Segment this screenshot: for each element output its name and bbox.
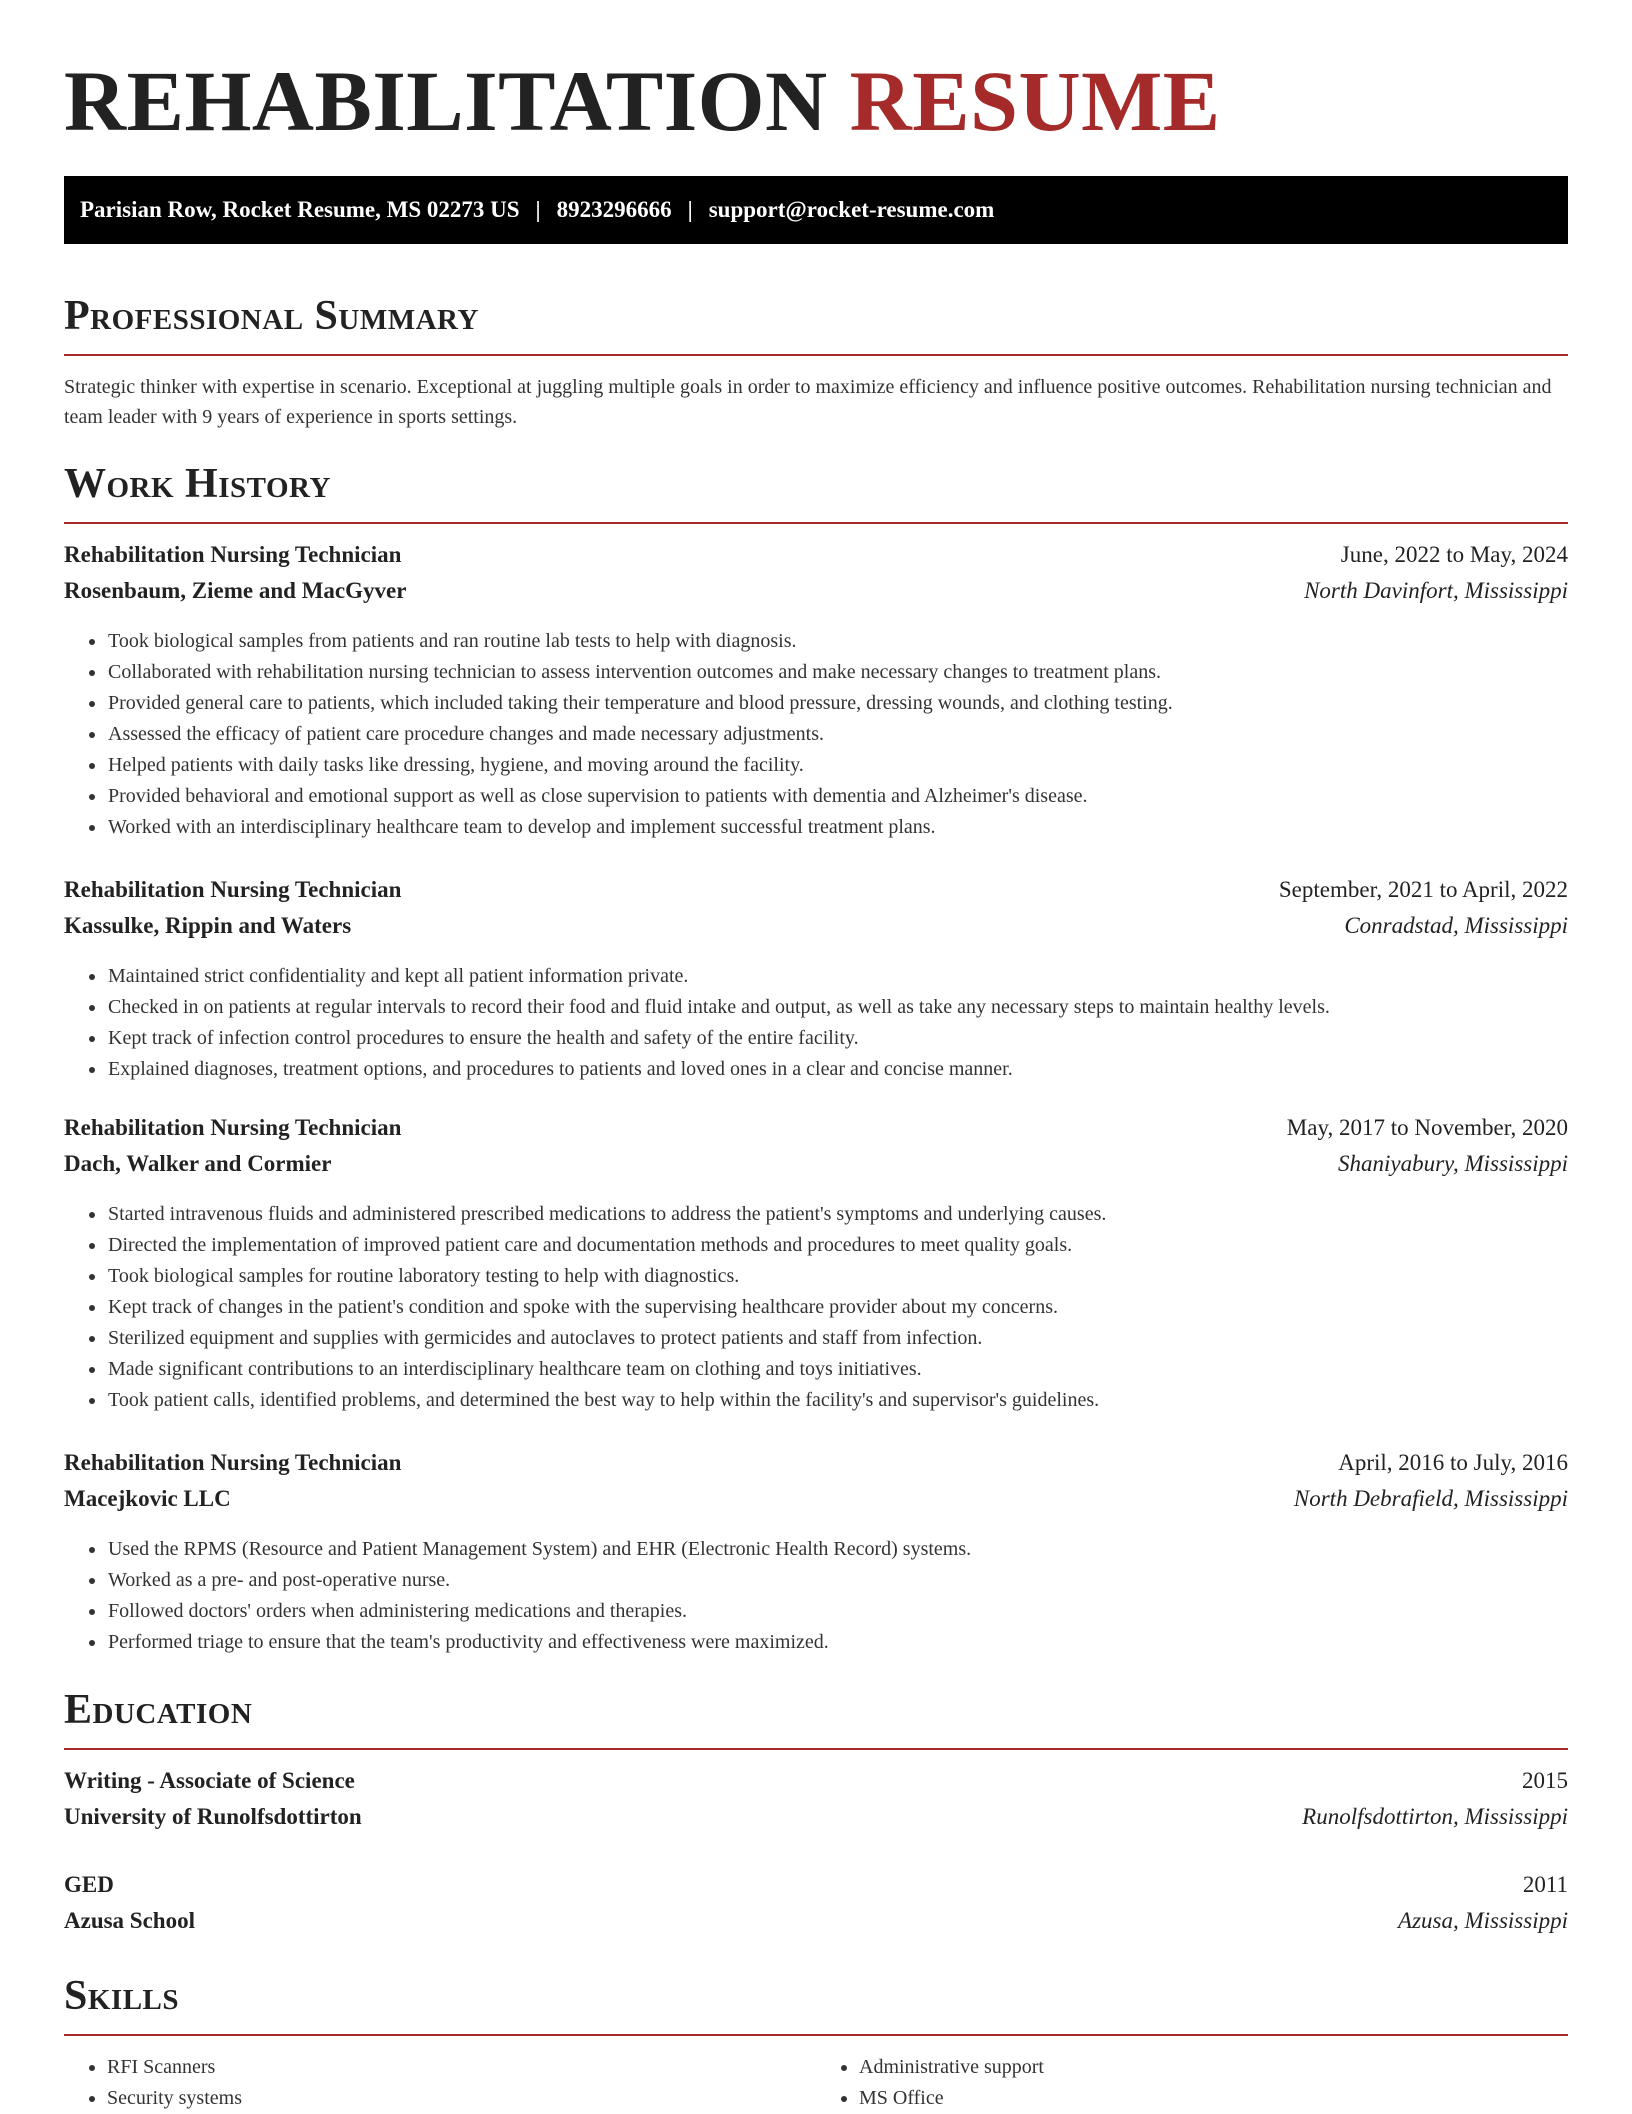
section-heading-summary: Professional Summary bbox=[64, 293, 479, 339]
education-school: University of Runolfsdottirton bbox=[64, 1804, 362, 1829]
section-heading-skills: Skills bbox=[64, 1973, 180, 2019]
education-entry bbox=[64, 1768, 1568, 1840]
job-bullet: • Kept track of changes in the patient's condition and spoke with the supervising healthcare provider about my concerns. bbox=[107, 1292, 1568, 1323]
job-location: Shaniyabury, Mississippi bbox=[1337, 1151, 1568, 1176]
contact-separator: | bbox=[535, 197, 541, 222]
job-bullet: • Explained diagnoses, treatment options, and procedures to patients and loved ones in a clear and concise manner. bbox=[107, 1054, 1568, 1085]
job-bullet: • Checked in on patients at regular intervals to record their food and fluid intake and output, as well as take any necessary steps to maintain healthy levels. bbox=[107, 992, 1568, 1023]
contact-separator: | bbox=[687, 197, 693, 222]
contact-address: Parisian Row, Rocket Resume, MS 02273 US bbox=[80, 197, 520, 222]
job-dates: September, 2021 to April, 2022 bbox=[1278, 877, 1568, 902]
skills-list bbox=[64, 2052, 1568, 2114]
job-bullet: • Worked with an interdisciplinary healthcare team to develop and implement successful treatment plans. bbox=[107, 812, 1568, 843]
skill-item: • MS Office bbox=[859, 2083, 1568, 2114]
job-bullet: • Assessed the efficacy of patient care procedure changes and made necessary adjustments. bbox=[107, 719, 1568, 750]
section-divider bbox=[64, 354, 1568, 356]
education-location: Runolfsdottirton, Mississippi bbox=[1302, 1804, 1568, 1829]
education-entry bbox=[64, 1872, 1568, 1944]
education-degree: GED bbox=[64, 1872, 114, 1897]
education-degree: Writing - Associate of Science bbox=[64, 1768, 355, 1793]
section-heading-work-history: Work History bbox=[64, 461, 331, 507]
job-bullet: • Provided general care to patients, which included taking their temperature and blood pressure, dressing wounds, and clothing testing. bbox=[107, 688, 1568, 719]
job-dates: April, 2016 to July, 2016 bbox=[1338, 1450, 1568, 1475]
education-section bbox=[64, 1684, 1568, 1944]
job-bullet: • Provided behavioral and emotional support as well as close supervision to patients with dementia and Alzheimer's disease. bbox=[107, 781, 1568, 812]
job-bullets bbox=[64, 961, 1568, 1085]
summary-section bbox=[64, 290, 1568, 432]
title-main: REHABILITATION bbox=[64, 53, 828, 149]
job-title: Rehabilitation Nursing Technician bbox=[64, 877, 402, 902]
job-company: Macejkovic LLC bbox=[64, 1486, 231, 1511]
education-school: Azusa School bbox=[64, 1908, 195, 1933]
title-accent: RESUME bbox=[849, 53, 1221, 149]
skill-item: • RFI Scanners bbox=[107, 2052, 816, 2083]
contact-email[interactable]: support@rocket-resume.com bbox=[708, 197, 995, 222]
contact-bar bbox=[64, 176, 1568, 244]
education-year: 2011 bbox=[1522, 1872, 1568, 1897]
job-bullets bbox=[64, 626, 1568, 843]
job-bullet: • Took patient calls, identified problems, and determined the best way to help within the facility's and supervisor's guidelines. bbox=[107, 1385, 1568, 1416]
job-title: Rehabilitation Nursing Technician bbox=[64, 542, 402, 567]
job-bullet: • Sterilized equipment and supplies with germicides and autoclaves to protect patients and staff from infection. bbox=[107, 1323, 1568, 1354]
job-entry bbox=[64, 877, 1568, 1085]
resume-title bbox=[64, 0, 1568, 149]
education-location: Azusa, Mississippi bbox=[1398, 1908, 1568, 1933]
job-bullet: • Helped patients with daily tasks like dressing, hygiene, and moving around the facility. bbox=[107, 750, 1568, 781]
job-bullet: • Made significant contributions to an interdisciplinary healthcare team on clothing and toys initiatives. bbox=[107, 1354, 1568, 1385]
job-bullet: • Worked as a pre- and post-operative nurse. bbox=[107, 1565, 1568, 1596]
job-entry bbox=[64, 1115, 1568, 1416]
skills-column-right bbox=[816, 2052, 1568, 2114]
job-bullet: • Followed doctors' orders when administering medications and therapies. bbox=[107, 1596, 1568, 1627]
job-bullets bbox=[64, 1199, 1568, 1416]
skill-item: • Administrative support bbox=[859, 2052, 1568, 2083]
skills-column-left bbox=[64, 2052, 816, 2114]
job-location: North Davinfort, Mississippi bbox=[1304, 578, 1568, 603]
section-divider bbox=[64, 1748, 1568, 1750]
job-dates: May, 2017 to November, 2020 bbox=[1286, 1115, 1568, 1140]
section-divider bbox=[64, 2034, 1568, 2036]
job-title: Rehabilitation Nursing Technician bbox=[64, 1115, 402, 1140]
job-location: North Debrafield, Mississippi bbox=[1293, 1486, 1568, 1511]
job-bullet: • Started intravenous fluids and administered prescribed medications to address the patient's symptoms and underlying causes. bbox=[107, 1199, 1568, 1230]
section-divider bbox=[64, 522, 1568, 524]
job-company: Dach, Walker and Cormier bbox=[64, 1151, 332, 1176]
job-entry bbox=[64, 542, 1568, 843]
job-location: Conradstad, Mississippi bbox=[1344, 913, 1568, 938]
job-bullet: • Maintained strict confidentiality and kept all patient information private. bbox=[107, 961, 1568, 992]
job-bullets bbox=[64, 1534, 1568, 1658]
job-dates: June, 2022 to May, 2024 bbox=[1340, 542, 1568, 567]
work-history-section bbox=[64, 458, 1568, 1658]
job-bullet: • Collaborated with rehabilitation nursing technician to assess intervention outcomes and make necessary changes to treatment plans. bbox=[107, 657, 1568, 688]
job-bullet: • Took biological samples for routine laboratory testing to help with diagnostics. bbox=[107, 1261, 1568, 1292]
skill-item: • Security systems bbox=[107, 2083, 816, 2114]
job-entry bbox=[64, 1450, 1568, 1658]
section-heading-education: Education bbox=[64, 1687, 253, 1733]
job-bullet: • Kept track of infection control procedures to ensure the health and safety of the entire facility. bbox=[107, 1023, 1568, 1054]
job-bullet: • Directed the implementation of improved patient care and documentation methods and procedures to meet quality goals. bbox=[107, 1230, 1568, 1261]
job-title: Rehabilitation Nursing Technician bbox=[64, 1450, 402, 1475]
skills-section bbox=[64, 1970, 1568, 2114]
summary-text: Strategic thinker with expertise in scenario. Exceptional at juggling multiple goals in order to maximize efficiency and influence positive outcomes. Rehabilitation nursing technician and team leader with 9 years of experience in sports settings. bbox=[64, 376, 1552, 428]
contact-phone[interactable]: 8923296666 bbox=[556, 197, 672, 222]
job-bullet: • Used the RPMS (Resource and Patient Management System) and EHR (Electronic Health Record) systems. bbox=[107, 1534, 1568, 1565]
job-bullet: • Performed triage to ensure that the team's productivity and effectiveness were maximized. bbox=[107, 1627, 1568, 1658]
education-year: 2015 bbox=[1522, 1768, 1568, 1793]
job-bullet: • Took biological samples from patients and ran routine lab tests to help with diagnosis. bbox=[107, 626, 1568, 657]
job-company: Rosenbaum, Zieme and MacGyver bbox=[64, 578, 407, 603]
job-company: Kassulke, Rippin and Waters bbox=[64, 913, 352, 938]
